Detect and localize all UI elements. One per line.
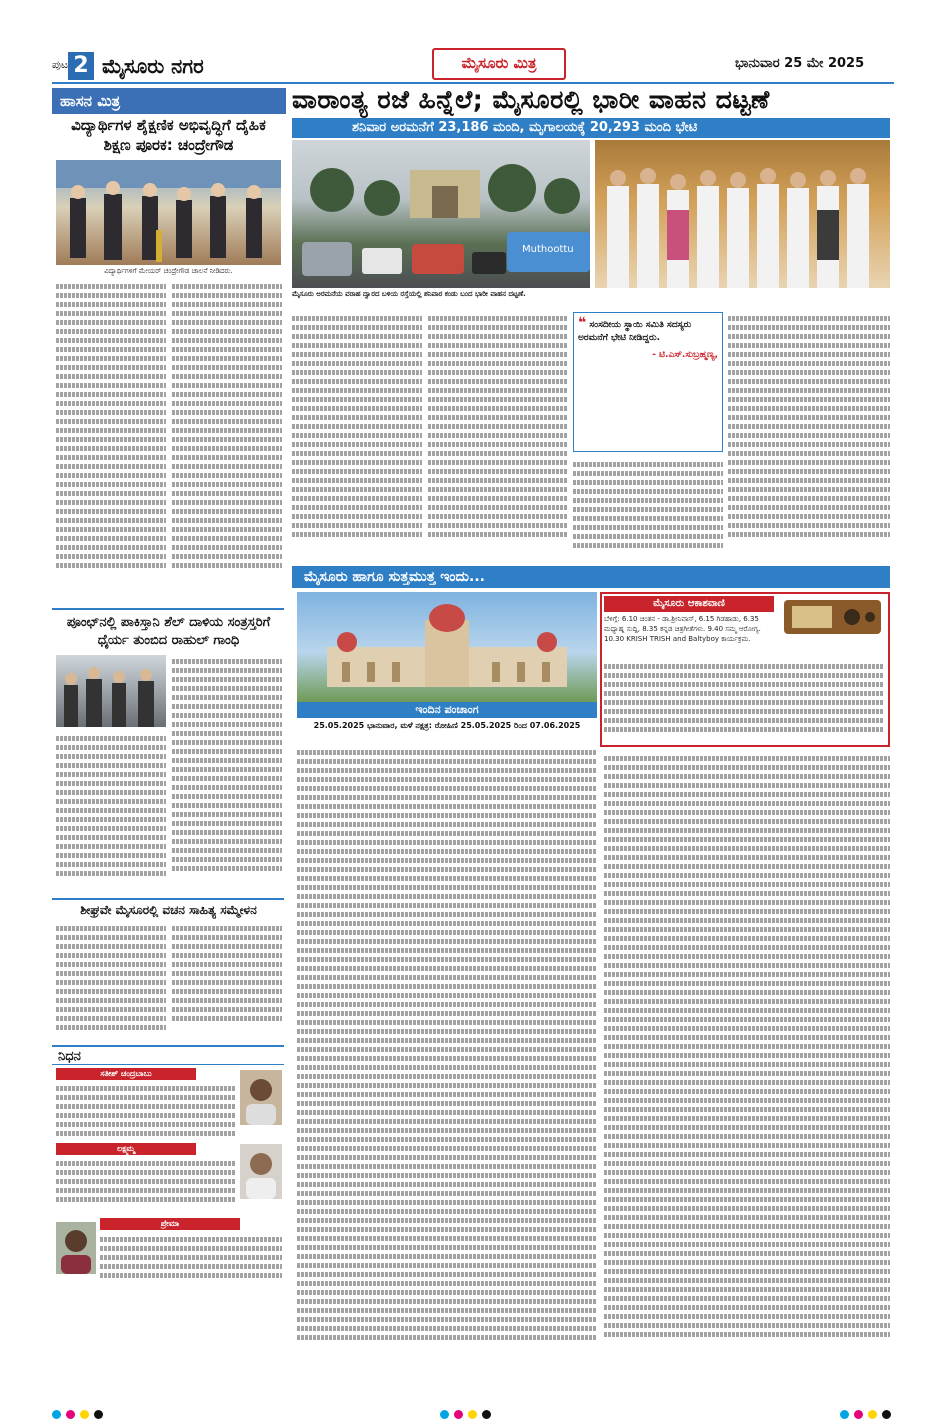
story2-photo (56, 655, 166, 727)
portrait-illustration (240, 1144, 282, 1199)
main-headline: ವಾರಾಂತ್ಯ ರಜೆ ಹಿನ್ನೆಲೆ; ಮೈಸೂರಲ್ಲಿ ಭಾರೀ ವಾಹನ ದಟ್ಟಣೆ (292, 85, 770, 114)
events-listing (297, 746, 597, 1366)
dot (454, 1410, 463, 1419)
story3-body-col1 (56, 922, 166, 1042)
dot (66, 1410, 75, 1419)
radio-title: ಮೈಸೂರು ಆಕಾಶವಾಣಿ (604, 596, 774, 612)
crowd-illustration (56, 655, 166, 727)
story2-headline: ಪೂಂಛ್‌ನಲ್ಲಿ ಪಾಕಿಸ್ತಾನಿ ಶೆಲ್ ದಾಳಿಯ ಸಂತ್ರಸ್ತರಿಗೆ ಧೈರ್ಯ ತುಂಬಿದ ರಾಹುಲ್ ಗಾಂಧಿ (66, 615, 271, 648)
main-body-col1 (292, 312, 422, 562)
main-body-col4 (728, 312, 890, 562)
registration-dots-center (440, 1404, 496, 1423)
story3-body-col2 (172, 922, 282, 1042)
obituary-1-photo (240, 1070, 282, 1125)
divider (52, 608, 284, 610)
masthead-logo: ಮೈಸೂರು ಮಿತ್ರ (432, 48, 566, 80)
story3-headline: ಶೀಘ್ರವೇ ಮೈಸೂರಲ್ಲಿ ವಚನ ಸಾಹಿತ್ಯ ಸಮ್ಮೇಳನ (80, 903, 257, 917)
panchanga-title: ಇಂದಿನ ಪಂಚಾಂಗ (297, 702, 597, 718)
obituary-name-3: ಪ್ರೇಮಾ (100, 1218, 240, 1230)
traffic-illustration (292, 140, 590, 288)
section-tag-hassan: ಹಾಸನ ಮಿತ್ರ (52, 88, 286, 114)
obituary-1-text (56, 1082, 236, 1142)
main-photo-caption: ಮೈಸೂರು ಅರಮನೆಯ ವರಾಹ ದ್ವಾರದ ಬಳಿಯ ರಸ್ತೆಯಲ್ಲಿ ಶನಿವಾರ ಕಂಡು ಬಂದ ಭಾರೀ ವಾಹನ ದಟ್ಟಣೆ. (292, 290, 526, 298)
palace-photo (297, 592, 597, 702)
speech-bubble-icon: ❝ (578, 315, 587, 331)
page-number: 2 (68, 52, 94, 80)
story1-photo (56, 160, 281, 265)
dot (482, 1410, 491, 1419)
events-listing-right (604, 752, 890, 1366)
bus-text: Muthoottu (522, 244, 574, 255)
divider (52, 898, 284, 900)
registration-dots-left (52, 1404, 108, 1423)
traffic-photo (292, 140, 590, 288)
quote-text: ಸಂಸದೀಯ ಸ್ಥಾಯಿ ಸಮಿತಿ ಸದಸ್ಯರು ಅರಮನೆಗೆ ಭೇಟಿ ನೀಡಿದ್ದರು. (578, 320, 692, 343)
main-body-col3 (573, 458, 723, 562)
dot (882, 1410, 891, 1419)
story1-body-col2 (172, 280, 282, 605)
portrait-illustration (240, 1070, 282, 1125)
dot (440, 1410, 449, 1419)
main-body-col2 (428, 312, 568, 562)
dot (468, 1410, 477, 1419)
dot (868, 1410, 877, 1419)
story1-caption: ವಿದ್ಯಾರ್ಥಿಗಳಿಗೆ ಮೇಯರ್ ಚಂದ್ರೇಗೌಡ ಚಾಲನೆ ನೀಡಿದರು. (104, 267, 233, 275)
story2-body-col1 (56, 732, 166, 895)
page-label: ಪುಟ (52, 58, 69, 71)
section-city: ಮೈಸೂರು ನಗರ (102, 54, 204, 78)
page-header-left (52, 52, 282, 82)
panchanga-line: 25.05.2025 ಭಾನುವಾರ, ಮಳೆ ನಕ್ಷತ್ರ: ರೋಹಿಣಿ 25.05.2025 ರಿಂದ 07.06.2025 (313, 721, 581, 730)
dot (80, 1410, 89, 1419)
quote-author: - ಟಿ.ಎಸ್.ಸುಬ್ರಹ್ಮಣ್ಯ, (652, 350, 718, 360)
main-subheadline: ಶನಿವಾರ ಅರಮನೆಗೆ 23,186 ಮಂದಿ, ಮೃಗಾಲಯಕ್ಕೆ 20,293 ಮಂದಿ ಭೇಟಿ (292, 118, 890, 138)
quote-box (573, 312, 723, 452)
dot (94, 1410, 103, 1419)
events-band-title: ಮೈಸೂರು ಹಾಗೂ ಸುತ್ತಮುತ್ತ ಇಂದು... (292, 566, 890, 588)
story1-body-col1 (56, 280, 166, 605)
story1-headline: ವಿದ್ಯಾರ್ಥಿಗಳ ಶೈಕ್ಷಣಿಕ ಅಭಿವೃದ್ಧಿಗೆ ದೈಹಿಕ ಶಿಕ್ಷಣ ಪೂರಕ: ಚಂದ್ರೇಗೌಡ (71, 116, 266, 154)
story2-body-col2 (172, 655, 282, 895)
palace-illustration (297, 592, 597, 702)
obituary-2-text (56, 1157, 236, 1212)
radio-listing (604, 660, 884, 744)
obituary-name-1: ಸತೀಶ್ ಚಂದ್ರಬಾಬು (56, 1068, 196, 1080)
radio-icon (780, 596, 885, 638)
obituary-title: ನಿಧನ (52, 1045, 284, 1065)
obituary-2-photo (240, 1144, 282, 1199)
group-illustration (595, 140, 890, 288)
obituary-3-text (100, 1233, 282, 1293)
dot (840, 1410, 849, 1419)
obituary-3-photo (56, 1222, 96, 1274)
delegation-photo (595, 140, 890, 288)
registration-dots-right (840, 1404, 896, 1423)
radio-text: ಬೆಳಿಗ್ಗೆ: 6.10 ಚಿಂತನ - ಡಾ.ಶ್ರೀನಿವಾಸ್, 6.15 ಗಿಡಹಾಡು, 6.35 ಮಧ್ಯಾಹ್ನ ಸುದ್ದಿ, 8.35 ಕನ್ನಡ ಚಿತ್ರಗೀತೆಗಳು. 9.40 ಸಮ್ಮ ಆರೋಗ್ಯ. 10.30 KRISH TRISH and Baltyboy ಕಾರ್ಯಕ್ರಮ. (604, 615, 761, 643)
dot (854, 1410, 863, 1419)
dateline: ಭಾನುವಾರ 25 ಮೇ 2025 (735, 56, 865, 71)
portrait-illustration (56, 1222, 96, 1274)
ceremony-illustration (56, 160, 281, 265)
obituary-name-2: ಲಕ್ಷ್ಮಮ್ಮ (56, 1143, 196, 1155)
dot (52, 1410, 61, 1419)
